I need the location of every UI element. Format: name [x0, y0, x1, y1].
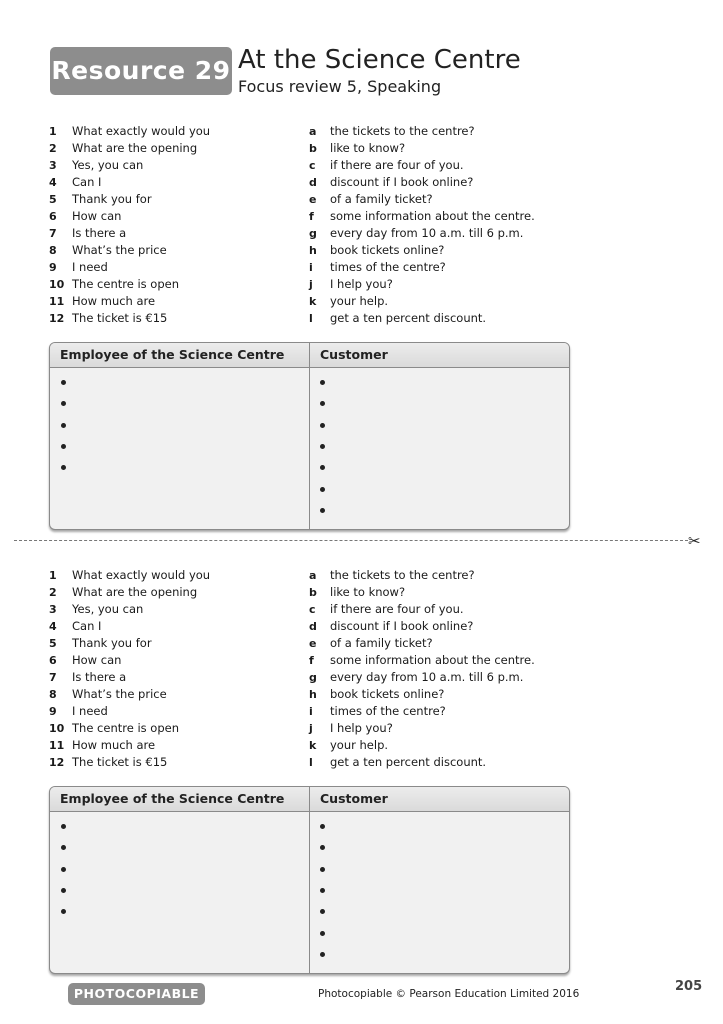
list-item — [0, 140, 600, 157]
item-letter: f — [309, 210, 314, 223]
bullet-point — [320, 423, 325, 428]
bullet-point — [61, 909, 66, 914]
item-number: 3 — [49, 159, 57, 172]
item-letter: f — [309, 654, 314, 667]
item-letter: b — [309, 142, 317, 155]
sentence-beginning: What’s the price — [72, 687, 167, 701]
bullet-point — [61, 444, 66, 449]
bullet-point — [320, 931, 325, 936]
list-item — [0, 669, 600, 686]
column-divider — [309, 787, 310, 973]
item-letter: g — [309, 671, 317, 684]
item-number: 6 — [49, 654, 57, 667]
list-item — [0, 686, 600, 703]
item-number: 2 — [49, 586, 57, 599]
list-item — [0, 584, 600, 601]
photocopiable-badge: PHOTOCOPIABLE — [68, 983, 205, 1005]
list-item — [0, 157, 600, 174]
bullet-point — [61, 888, 66, 893]
sentence-ending: discount if I book online? — [330, 175, 474, 189]
list-item — [0, 191, 600, 208]
item-letter: c — [309, 159, 316, 172]
column-header-customer: Customer — [320, 347, 388, 362]
sentence-ending: your help. — [330, 294, 389, 308]
bullet-point — [320, 888, 325, 893]
sentence-beginning: The ticket is €15 — [72, 311, 168, 325]
list-item — [0, 652, 600, 669]
sentence-ending: if there are four of you. — [330, 602, 464, 616]
list-item — [0, 123, 600, 140]
sentence-ending: of a family ticket? — [330, 192, 433, 206]
item-number: 5 — [49, 193, 57, 206]
column-divider — [309, 343, 310, 529]
sentence-ending: like to know? — [330, 585, 406, 599]
item-letter: k — [309, 295, 317, 308]
list-item — [0, 737, 600, 754]
item-number: 8 — [49, 244, 57, 257]
bullet-point — [320, 487, 325, 492]
item-letter: e — [309, 637, 317, 650]
bullet-point — [320, 465, 325, 470]
item-number: 12 — [49, 312, 65, 325]
sentence-ending: book tickets online? — [330, 687, 445, 701]
sentence-ending: some information about the centre. — [330, 209, 535, 223]
bullet-point — [320, 952, 325, 957]
sentence-ending: get a ten percent discount. — [330, 311, 487, 325]
bullet-point — [61, 867, 66, 872]
bullet-point — [320, 380, 325, 385]
item-letter: i — [309, 705, 313, 718]
item-letter: a — [309, 569, 317, 582]
sentence-ending: I help you? — [330, 721, 393, 735]
item-letter: b — [309, 586, 317, 599]
item-number: 2 — [49, 142, 57, 155]
sentence-beginning: The centre is open — [72, 277, 179, 291]
item-letter: l — [309, 312, 313, 325]
sentence-beginning: How can — [72, 653, 122, 667]
column-header-employee: Employee of the Science Centre — [60, 347, 285, 362]
sentence-beginning: The ticket is €15 — [72, 755, 168, 769]
bullet-point — [61, 423, 66, 428]
list-item — [0, 293, 600, 310]
item-number: 8 — [49, 688, 57, 701]
sentence-ending: every day from 10 a.m. till 6 p.m. — [330, 226, 524, 240]
item-number: 9 — [49, 705, 57, 718]
item-letter: l — [309, 756, 313, 769]
sentence-beginning: How much are — [72, 738, 156, 752]
sentence-beginning: Yes, you can — [72, 158, 144, 172]
item-letter: a — [309, 125, 317, 138]
item-number: 6 — [49, 210, 57, 223]
bullet-point — [320, 824, 325, 829]
sentence-ending: every day from 10 a.m. till 6 p.m. — [330, 670, 524, 684]
sentence-beginning: How much are — [72, 294, 156, 308]
item-letter: g — [309, 227, 317, 240]
sentence-beginning: What are the opening — [72, 585, 198, 599]
bullet-point — [320, 401, 325, 406]
sentence-beginning: I need — [72, 260, 108, 274]
item-letter: d — [309, 620, 317, 633]
sentence-ending: the tickets to the centre? — [330, 568, 475, 582]
item-letter: d — [309, 176, 317, 189]
sentence-ending: get a ten percent discount. — [330, 755, 487, 769]
item-letter: h — [309, 244, 317, 257]
item-letter: e — [309, 193, 317, 206]
resource-badge: Resource 29 — [50, 47, 232, 95]
dialogue-table — [49, 342, 570, 530]
column-header-customer: Customer — [320, 791, 388, 806]
item-number: 5 — [49, 637, 57, 650]
bullet-point — [320, 444, 325, 449]
item-number: 7 — [49, 671, 57, 684]
copyright-notice: Photocopiable © Pearson Education Limited 2016 — [318, 988, 580, 1000]
sentence-ending: book tickets online? — [330, 243, 445, 257]
cut-line — [14, 540, 688, 541]
item-letter: k — [309, 739, 317, 752]
item-number: 10 — [49, 278, 65, 291]
item-number: 9 — [49, 261, 57, 274]
item-letter: h — [309, 688, 317, 701]
bullet-point — [61, 401, 66, 406]
sentence-ending: I help you? — [330, 277, 393, 291]
item-number: 3 — [49, 603, 57, 616]
list-item — [0, 310, 600, 327]
bullet-point — [320, 845, 325, 850]
bullet-point — [61, 824, 66, 829]
sentence-ending: like to know? — [330, 141, 406, 155]
sentence-beginning: I need — [72, 704, 108, 718]
sentence-beginning: What’s the price — [72, 243, 167, 257]
list-item — [0, 225, 600, 242]
item-number: 1 — [49, 569, 57, 582]
sentence-ending: your help. — [330, 738, 389, 752]
item-letter: j — [309, 722, 313, 735]
sentence-ending: some information about the centre. — [330, 653, 535, 667]
list-item — [0, 208, 600, 225]
list-item — [0, 720, 600, 737]
list-item — [0, 635, 600, 652]
bullet-point — [320, 867, 325, 872]
sentence-ending: times of the centre? — [330, 704, 446, 718]
item-number: 4 — [49, 176, 57, 189]
list-item — [0, 567, 600, 584]
sentence-beginning: How can — [72, 209, 122, 223]
list-item — [0, 703, 600, 720]
sentence-beginning: Thank you for — [72, 636, 152, 650]
sentence-beginning: Is there a — [72, 670, 127, 684]
item-number: 12 — [49, 756, 65, 769]
bullet-point — [61, 380, 66, 385]
scissors-icon: ✂ — [688, 532, 701, 550]
sentence-beginning: Thank you for — [72, 192, 152, 206]
sentence-ending: of a family ticket? — [330, 636, 433, 650]
dialogue-table — [49, 786, 570, 974]
list-item — [0, 276, 600, 293]
list-item — [0, 259, 600, 276]
sentence-beginning: What exactly would you — [72, 568, 211, 582]
sentence-beginning: What are the opening — [72, 141, 198, 155]
bullet-point — [61, 845, 66, 850]
bullet-point — [320, 508, 325, 513]
item-number: 10 — [49, 722, 65, 735]
item-letter: c — [309, 603, 316, 616]
page-subtitle: Focus review 5, Speaking — [238, 77, 442, 96]
sentence-ending: times of the centre? — [330, 260, 446, 274]
sentence-ending: if there are four of you. — [330, 158, 464, 172]
item-letter: i — [309, 261, 313, 274]
list-item — [0, 174, 600, 191]
page-number: 205 — [675, 979, 703, 994]
column-header-employee: Employee of the Science Centre — [60, 791, 285, 806]
sentence-beginning: Can I — [72, 619, 102, 633]
sentence-beginning: What exactly would you — [72, 124, 211, 138]
sentence-beginning: The centre is open — [72, 721, 179, 735]
sentence-beginning: Yes, you can — [72, 602, 144, 616]
item-letter: j — [309, 278, 313, 291]
item-number: 4 — [49, 620, 57, 633]
item-number: 1 — [49, 125, 57, 138]
list-item — [0, 754, 600, 771]
list-item — [0, 242, 600, 259]
list-item — [0, 618, 600, 635]
sentence-beginning: Can I — [72, 175, 102, 189]
list-item — [0, 601, 600, 618]
page-title: At the Science Centre — [238, 45, 521, 75]
item-number: 7 — [49, 227, 57, 240]
sentence-ending: discount if I book online? — [330, 619, 474, 633]
bullet-point — [61, 465, 66, 470]
bullet-point — [320, 909, 325, 914]
item-number: 11 — [49, 295, 65, 308]
sentence-beginning: Is there a — [72, 226, 127, 240]
item-number: 11 — [49, 739, 65, 752]
sentence-ending: the tickets to the centre? — [330, 124, 475, 138]
